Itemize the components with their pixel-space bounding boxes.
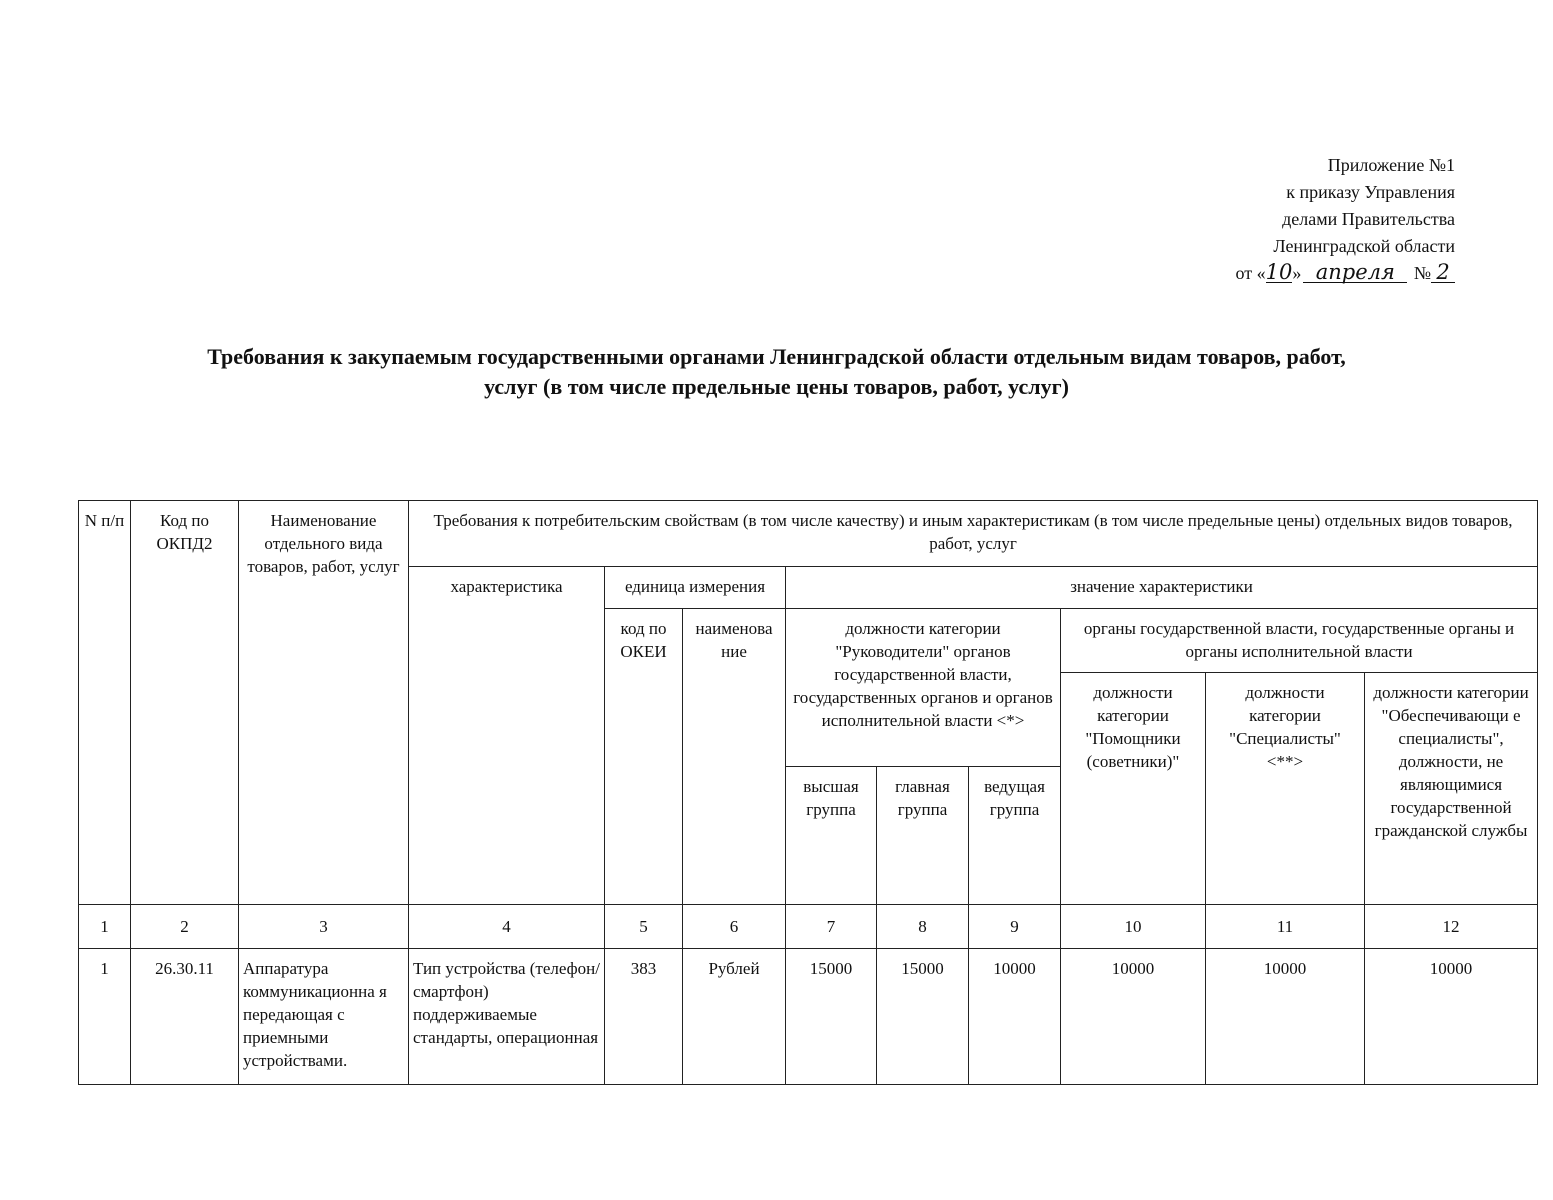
cell-support: 10000 xyxy=(1365,949,1538,1085)
header-specialists: должности категории "Специалисты" <**> xyxy=(1206,673,1365,905)
header-value: значение характеристики xyxy=(786,567,1538,609)
header-requirements: Требования к потребительским свойствам (в том числе качеству) и иным характеристикам (в том числе предельные цены) отдельных видов товаров, работ, услуг xyxy=(409,501,1538,567)
cell-main: 15000 xyxy=(877,949,969,1085)
column-number: 5 xyxy=(605,905,683,949)
cell-specialists: 10000 xyxy=(1206,949,1365,1085)
cell-characteristic: Тип устройства (телефон/смартфон) поддерживаемые стандарты, операционная xyxy=(409,949,605,1085)
title-line-1: Требования к закупаемым государственными органами Ленинградской области отдельным видам товаров, работ, xyxy=(207,344,1346,369)
column-number: 12 xyxy=(1365,905,1538,949)
column-number: 6 xyxy=(683,905,786,949)
header-okpd: Код по ОКПД2 xyxy=(131,501,239,905)
date-prefix: от « xyxy=(1235,263,1266,283)
column-number: 10 xyxy=(1061,905,1206,949)
cell-okpd: 26.30.11 xyxy=(131,949,239,1085)
cell-highest: 15000 xyxy=(786,949,877,1085)
cell-num: 1 xyxy=(79,949,131,1085)
column-number: 11 xyxy=(1206,905,1365,949)
header-gov-bodies: органы государственной власти, государственные органы и органы исполнительной власти xyxy=(1061,609,1538,673)
title-line-2: услуг (в том числе предельные цены товаров, работ, услуг) xyxy=(484,374,1069,399)
column-number: 7 xyxy=(786,905,877,949)
cell-leading: 10000 xyxy=(969,949,1061,1085)
column-number: 2 xyxy=(131,905,239,949)
appendix-date-line xyxy=(1235,260,1455,287)
cell-unit-name: Рублей xyxy=(683,949,786,1085)
appendix-line-2: к приказу Управления xyxy=(1286,182,1455,202)
cell-okei: 383 xyxy=(605,949,683,1085)
header-unit: единица измерения xyxy=(605,567,786,609)
header-support: должности категории "Обеспечивающи е специалисты", должности, не являющимися государственной гражданской службы xyxy=(1365,673,1538,905)
appendix-line-4: Ленинградской области xyxy=(1273,236,1455,256)
header-name: Наименование отдельного вида товаров, работ, услуг xyxy=(239,501,409,905)
header-assistants: должности категории "Помощники (советники)" xyxy=(1061,673,1206,905)
column-number-row xyxy=(79,905,1538,949)
appendix-line-1: Приложение №1 xyxy=(1327,155,1455,175)
date-quote-close: » xyxy=(1292,263,1302,283)
column-number: 4 xyxy=(409,905,605,949)
header-leaders: должности категории "Руководители" органов государственной власти, государственных органов и органов исполнительной власти <*> xyxy=(786,609,1061,767)
appendix-block xyxy=(1235,152,1455,287)
header-unit-name: наименова ние xyxy=(683,609,786,905)
appendix-line-3: делами Правительства xyxy=(1282,209,1455,229)
date-month-handwritten: апреля xyxy=(1303,262,1407,283)
header-num: N п/п xyxy=(79,501,131,905)
column-number: 1 xyxy=(79,905,131,949)
header-leading: ведущая группа xyxy=(969,767,1061,905)
column-number: 3 xyxy=(239,905,409,949)
requirements-table xyxy=(78,500,1538,1085)
header-highest: высшая группа xyxy=(786,767,877,905)
date-day-handwritten: 10 xyxy=(1265,260,1293,284)
order-number-handwritten: 2 xyxy=(1431,262,1455,283)
header-row-1 xyxy=(79,501,1538,567)
cell-name: Аппаратура коммуникационна я передающая с приемными устройствами. xyxy=(239,949,409,1085)
header-characteristic: характеристика xyxy=(409,567,605,905)
header-main: главная группа xyxy=(877,767,969,905)
table-row xyxy=(79,949,1538,1085)
column-number: 9 xyxy=(969,905,1061,949)
column-number: 8 xyxy=(877,905,969,949)
cell-assistants: 10000 xyxy=(1061,949,1206,1085)
document-title xyxy=(60,342,1493,402)
header-okei: код по ОКЕИ xyxy=(605,609,683,905)
number-prefix: № xyxy=(1413,263,1431,283)
